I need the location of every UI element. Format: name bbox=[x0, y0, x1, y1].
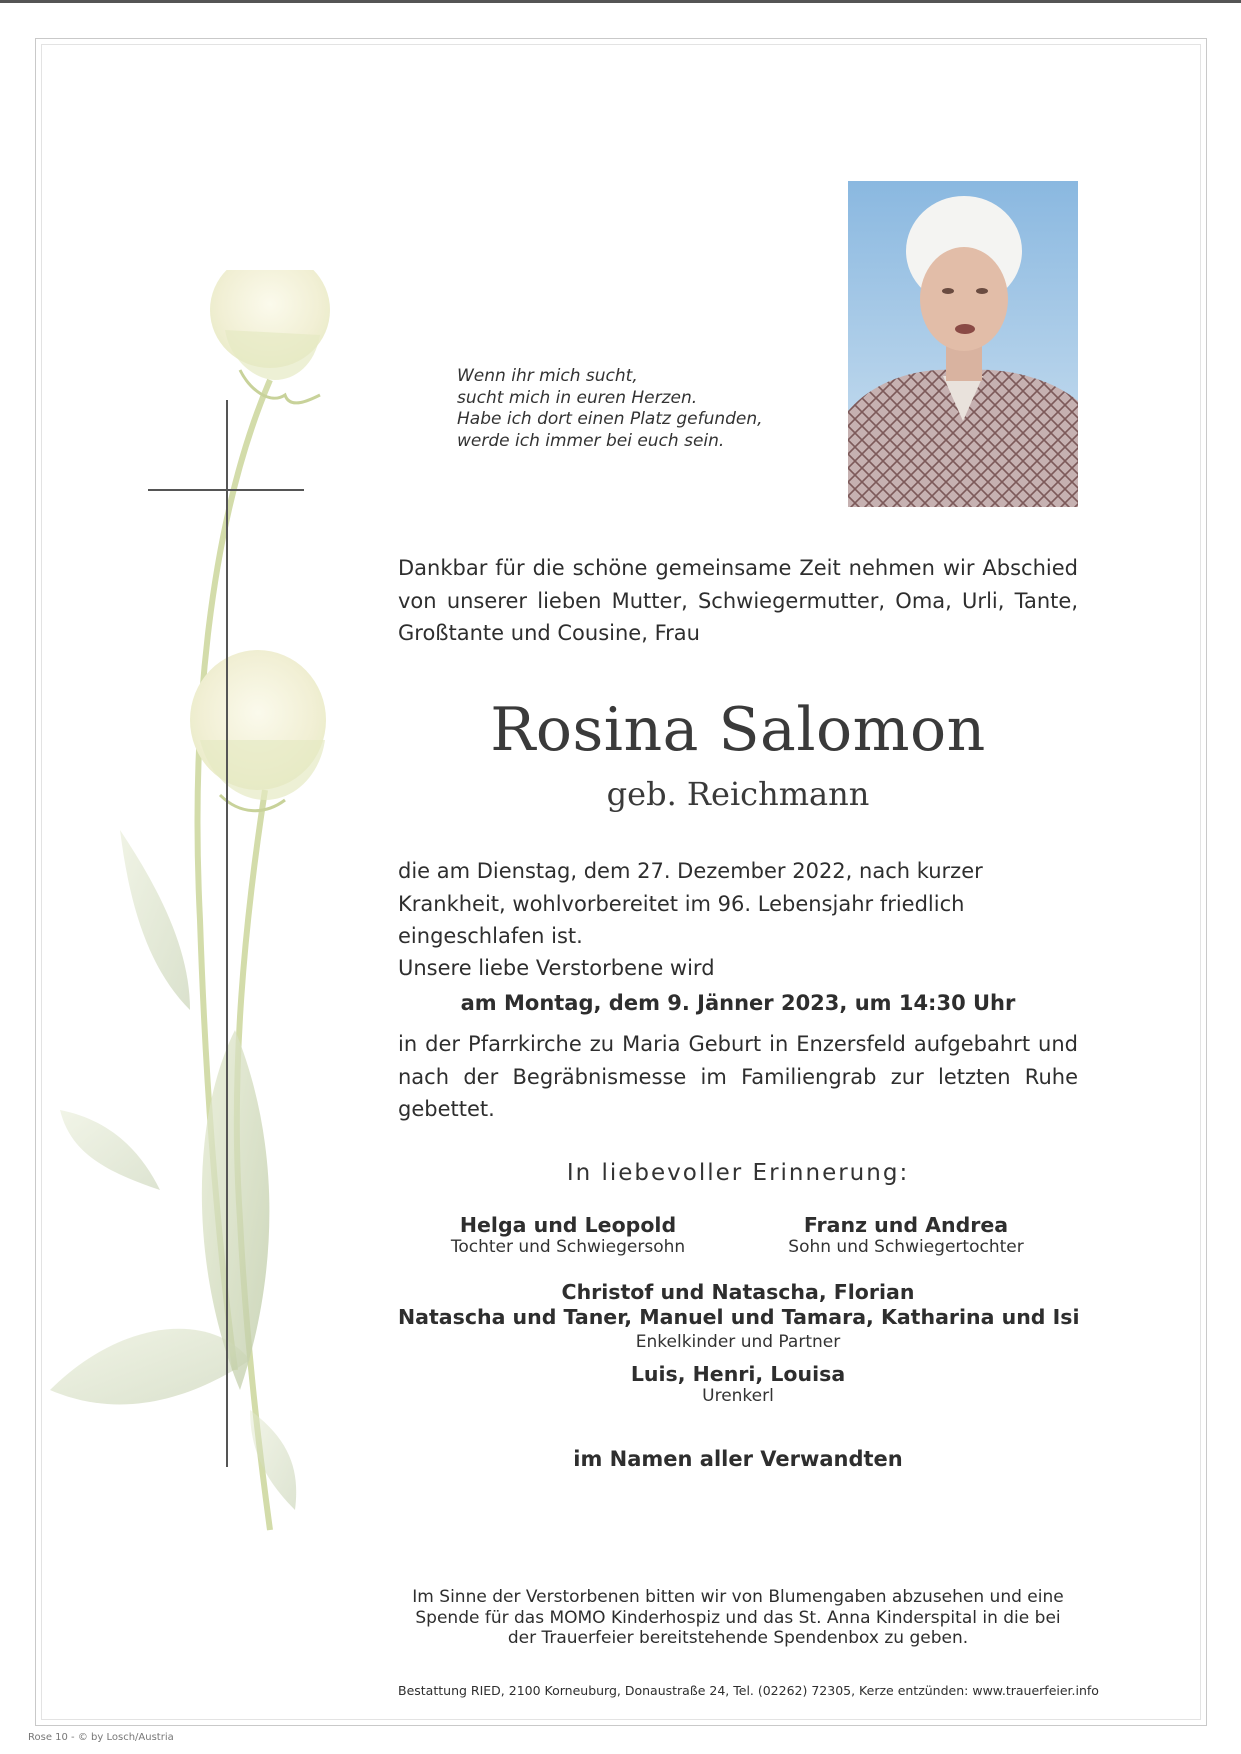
intro-text: Dankbar für die schöne gemeinsame Zeit nehmen wir Abschied von unserer lieben Mutter, Schwiegermutter, Oma, Urli, Tante, Großtante und Cousine, Frau bbox=[398, 556, 1078, 645]
poem-line: Wenn ihr mich sucht, bbox=[457, 366, 638, 386]
poem-line: werde ich immer bei euch sein. bbox=[457, 430, 725, 451]
cross-horizontal-bar bbox=[148, 489, 304, 491]
donation-line: der Trauerfeier bereitstehende Spendenbox zu geben. bbox=[507, 1628, 969, 1648]
deceased-name: Rosina Salomon bbox=[490, 695, 986, 765]
undertaker-footer: Bestattung RIED, 2100 Korneuburg, Donaustraße 24, Tel. (02262) 72305, Kerze entzünden: www.trauerfeier.info bbox=[398, 1683, 1099, 1698]
mourner-name: Franz und Andrea bbox=[803, 1213, 1009, 1237]
death-notice: die am Dienstag, dem 27. Dezember 2022, nach kurzer Krankheit, wohlvorbereitet im 96. Lebensjahr friedlich eingeschlafen ist. bbox=[398, 859, 983, 948]
donation-line: Spende für das MOMO Kinderhospiz und das St. Anna Kinderspital in die bei bbox=[415, 1607, 1061, 1628]
mourner-right bbox=[756, 1213, 1056, 1257]
rose-decoration bbox=[40, 270, 380, 1570]
mourner-name: Helga und Leopold bbox=[459, 1213, 677, 1237]
portrait-photo bbox=[848, 181, 1078, 507]
grandchildren-line-2: Natascha und Taner, Manuel und Tamara, Katharina und Isi bbox=[398, 1305, 1080, 1329]
birth-name: geb. Reichmann bbox=[606, 775, 870, 813]
funeral-announce: Unsere liebe Verstorbene wird bbox=[398, 956, 715, 980]
poem-line: sucht mich in euren Herzen. bbox=[457, 387, 698, 408]
cross-vertical-bar bbox=[226, 400, 228, 1467]
great-grandchildren-relation: Urenkerl bbox=[702, 1386, 774, 1406]
grandchildren bbox=[398, 1280, 1078, 1355]
mourner-relation: Tochter und Schwiegersohn bbox=[450, 1237, 686, 1257]
mourner-left bbox=[418, 1213, 718, 1257]
top-edge-line bbox=[0, 0, 1241, 3]
design-credit: Rose 10 - © by Losch/Austria bbox=[28, 1732, 174, 1743]
great-grandchildren-names: Luis, Henri, Louisa bbox=[630, 1362, 846, 1386]
poem-line: Habe ich dort einen Platz gefunden, bbox=[457, 409, 763, 429]
funeral-place: in der Pfarrkirche zu Maria Geburt in Enzersfeld aufgebahrt und nach der Begräbnismesse im Familiengrab zur letzten Ruhe gebettet. bbox=[398, 1032, 1078, 1121]
bottom-rose-icon bbox=[190, 650, 326, 811]
poem bbox=[457, 366, 797, 452]
funeral-datetime: am Montag, dem 9. Jänner 2023, um 14:30 Uhr bbox=[460, 991, 1016, 1015]
memory-heading: In liebevoller Erinnerung: bbox=[566, 1160, 910, 1186]
grandchildren-line-1: Christof und Natascha, Florian bbox=[561, 1280, 915, 1304]
donation-request bbox=[398, 1587, 1078, 1649]
mourner-relation: Sohn und Schwiegertochter bbox=[788, 1237, 1024, 1257]
great-grandchildren bbox=[398, 1363, 1078, 1407]
grandchildren-relation: Enkelkinder und Partner bbox=[635, 1332, 841, 1352]
signoff: im Namen aller Verwandten bbox=[573, 1447, 903, 1471]
donation-line: Im Sinne der Verstorbenen bitten wir von Blumengaben abzusehen und eine bbox=[412, 1587, 1064, 1607]
